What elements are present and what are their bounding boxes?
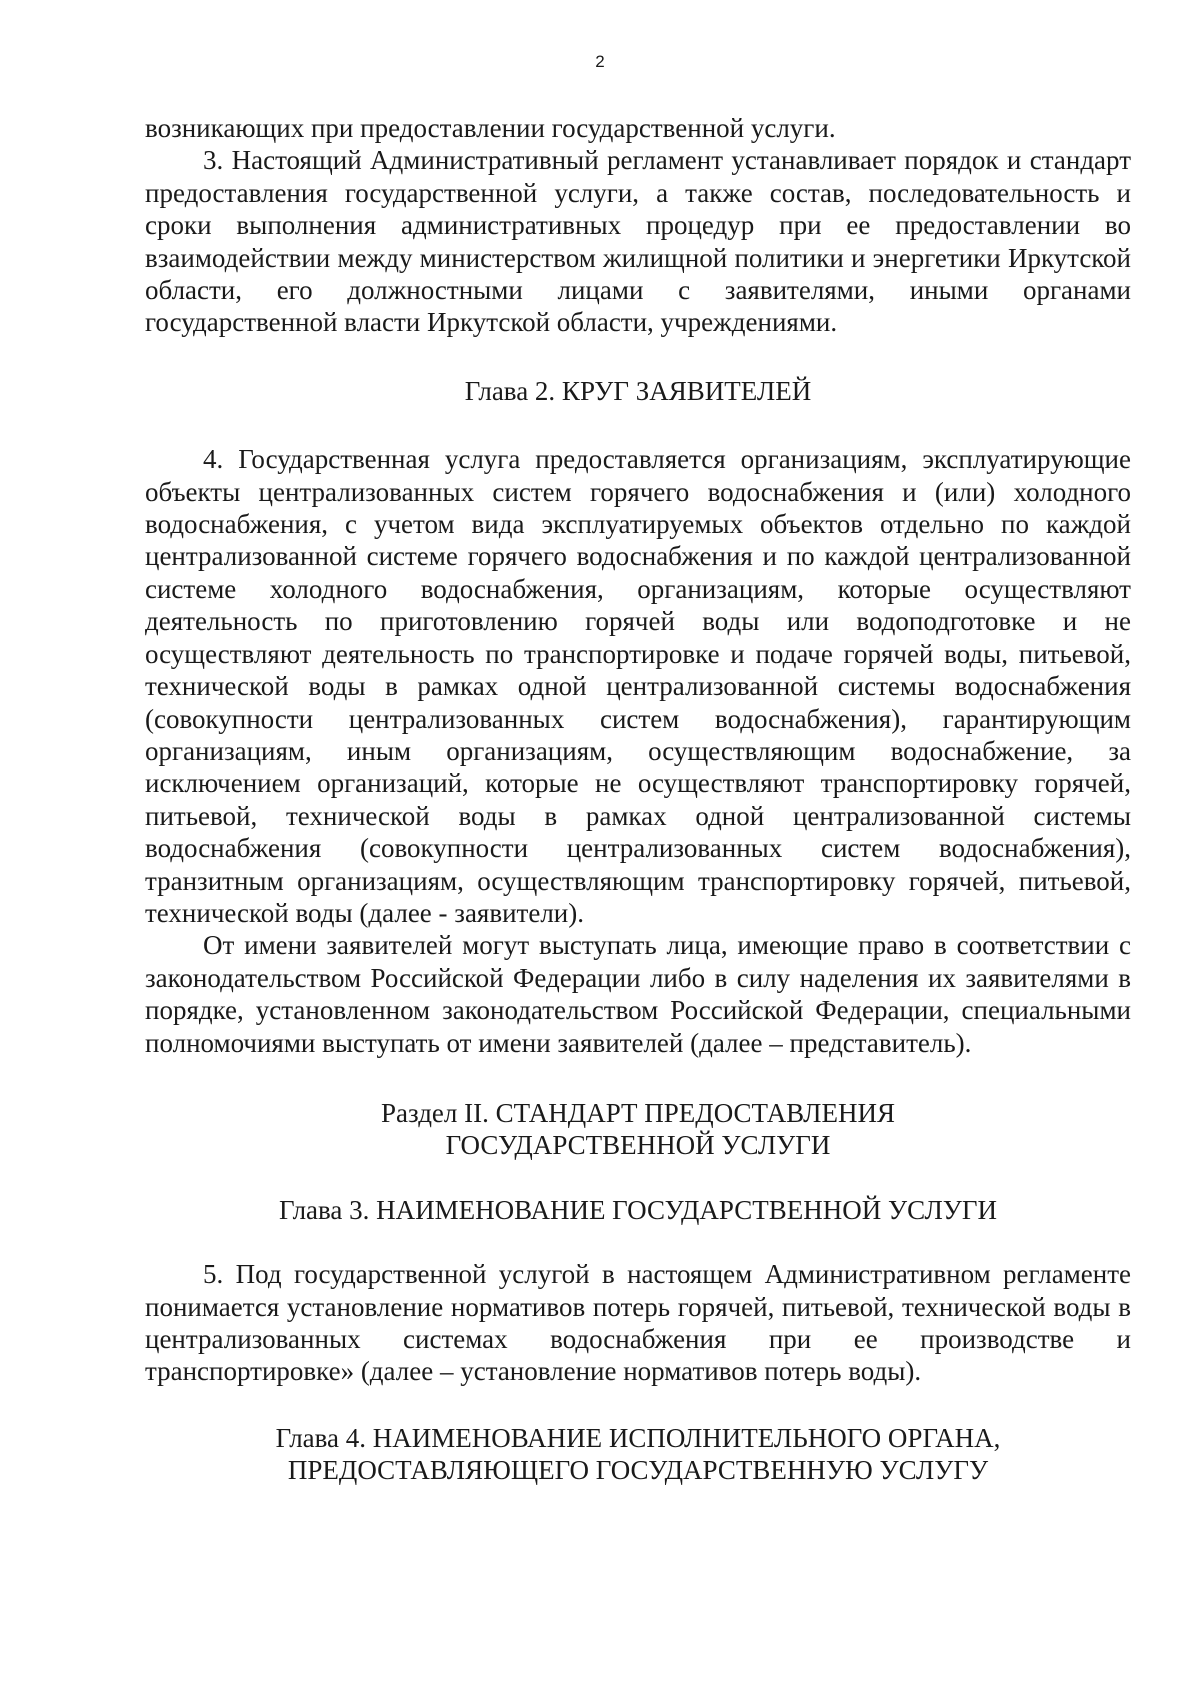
- chapter-2-heading: Глава 2. КРУГ ЗАЯВИТЕЛЕЙ: [464, 375, 812, 406]
- section-2-heading-line-2: ГОСУДАРСТВЕННОЙ УСЛУГИ: [445, 1130, 831, 1161]
- chapter-4-heading: [145, 1422, 1131, 1487]
- paragraph-4: 4. Государственная услуга предоставляется организациям, эксплуатирующие объекты централизованных систем горячего водоснабжения и (или) холодного водоснабжения, с учетом вида эксплуатируемых объектов отдельно по каждой централизованной системе горячего водоснабжения и по каждой централизованной системе холодного водоснабжения, организациям, которые осуществляют деятельность по приготовлению горячей воды или водоподготовке и не осуществляют деятельность по транспортировке и подаче горячей воды, питьевой, технической воды в рамках одной централизованной системы водоснабжения (совокупности централизованных систем водоснабжения), гарантирующим организациям, иным организациям, осуществляющим водоснабжение, за исключением организаций, которые не осуществляют транспортировку горячей, питьевой, технической воды в рамках одной централизованной системы водоснабжения (совокупности централизованных систем водоснабжения), транзитным организациям, осуществляющим транспортировку горячей, питьевой, технической воды (далее - заявители).: [145, 444, 1131, 928]
- paragraph-5: 5. Под государственной услугой в настоящем Административном регламенте понимается установление нормативов потерь горячей, питьевой, технической воды в централизованных системах водоснабжения при ее производстве и транспортировке» (далее – установление нормативов потерь воды).: [145, 1259, 1131, 1387]
- document-body: [145, 112, 1131, 1487]
- chapter-3-heading: Глава 3. НАИМЕНОВАНИЕ ГОСУДАРСТВЕННОЙ УСЛУГИ: [278, 1194, 997, 1225]
- section-2-heading: [145, 1097, 1131, 1162]
- section-2-heading-line-1: Раздел II. СТАНДАРТ ПРЕДОСТАВЛЕНИЯ: [381, 1097, 895, 1128]
- paragraph-3: 3. Настоящий Административный регламент устанавливает порядок и стандарт предоставления государственной услуги, а также состав, последовательность и сроки выполнения административных процедур при ее предоставлении во взаимодействии между министерством жилищной политики и энергетики Иркутской области, его должностными лицами с заявителями, иными органами государственной власти Иркутской области, учреждениями.: [145, 145, 1131, 338]
- chapter-4-heading-line-1: Глава 4. НАИМЕНОВАНИЕ ИСПОЛНИТЕЛЬНОГО ОРГАНА,: [275, 1422, 1001, 1453]
- paragraph-4-representatives: От имени заявителей могут выступать лица, имеющие право в соответствии с законодательством Российской Федерации либо в силу наделения их заявителями в порядке, установленном законодательством Российской Федерации, специальными полномочиями выступать от имени заявителей (далее – представитель).: [145, 930, 1131, 1058]
- page-number: 2: [595, 52, 605, 71]
- paragraph-continuation: возникающих при предоставлении государственной услуги.: [145, 113, 836, 143]
- chapter-4-heading-line-2: ПРЕДОСТАВЛЯЮЩЕГО ГОСУДАРСТВЕННУЮ УСЛУГУ: [287, 1455, 989, 1486]
